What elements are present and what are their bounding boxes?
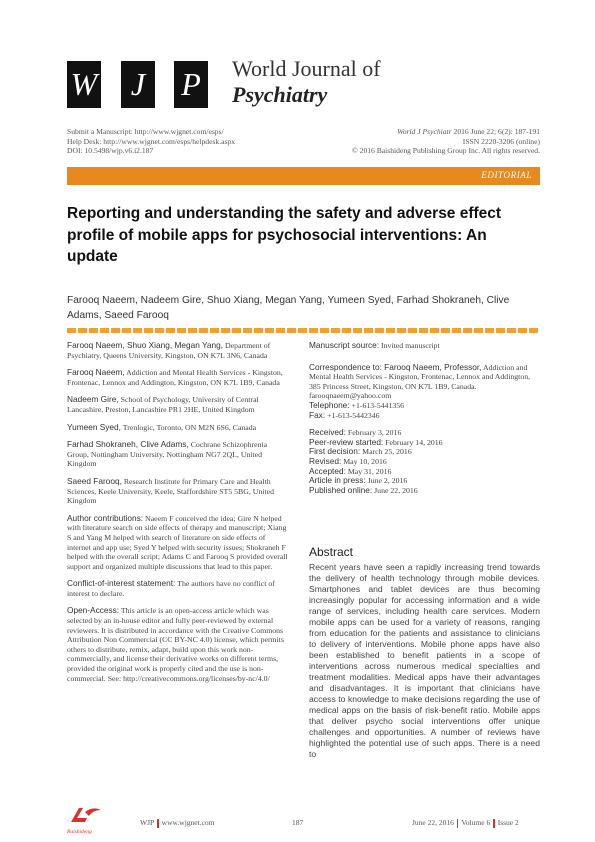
fax-value: +1-613-5442346 [325, 410, 380, 420]
help-desk-line: Help Desk: http://www.wjgnet.com/esps/helpdesk.aspx [67, 136, 236, 146]
affiliation-names: Saeed Farooq, [67, 475, 122, 486]
open-access-statement [67, 606, 289, 683]
dates-list [309, 428, 540, 495]
copyright-line: © 2016 Baishideng Publishing Group Inc. All rights reserved. [351, 146, 540, 155]
affiliation [67, 395, 289, 414]
issn-line: ISSN 2220-3206 (online) [462, 136, 540, 146]
affiliation-names: Farooq Naeem, Shuo Xiang, Megan Yang, [67, 340, 224, 350]
affiliation-text: School of Psychology, University of Central Lancashire, Preston, Lancashire PR1 2HE, United Kingdom [67, 395, 259, 414]
citation-journal: World J Psychiatr [397, 127, 452, 136]
date-value: February 14, 2016 [383, 437, 443, 447]
logo-letter-w: W [67, 61, 101, 108]
manuscript-source-text: Invited manuscript [379, 341, 440, 350]
date-value: May 31, 2016 [345, 466, 392, 476]
header-meta-left [67, 127, 307, 156]
footer-divider [157, 819, 159, 828]
contributions-label: Author contributions: [67, 512, 144, 523]
right-column [309, 341, 540, 495]
header-meta-right [300, 127, 540, 156]
footer-page-number: 187 [292, 818, 304, 827]
affiliation [67, 341, 289, 360]
citation-line [300, 127, 540, 137]
date-value: March 25, 2016 [360, 447, 412, 457]
conflict-text: The authors have no conflict of interest to declare. [67, 579, 275, 598]
contributions-text: Naeem F conceived the idea; Gire N helped with literature search on side effects of therapy and manuscript; Xiang S and Yang M helped with search of literature on side effects of internet and app use; Syed Y helped with security issues; Shokraneh F helped with the overall script; Adams C and Farooq S provided overall support and organized multiple discussions that lead to this paper. [67, 513, 288, 571]
footer-right [412, 818, 519, 828]
footer-volume: Volume 6 [461, 818, 491, 827]
journal-name-line1: World Journal of [232, 56, 381, 81]
abstract-heading: Abstract [309, 545, 354, 559]
correspondence-text: Addiction and Mental Health Services - Kingston, Frontenac, Lennox and Addington, 385 Princess Street, Kingston, ON K7L 1B9, Canada. farooqnaeem@yahoo.com [309, 362, 531, 401]
author-list: Farooq Naeem, Nadeem Gire, Shuo Xiang, Megan Yang, Yumeen Syed, Farhad Shokraneh, Clive Adams, Saeed Farooq [67, 295, 510, 321]
date-label: Published online: [309, 484, 373, 495]
date-label: Accepted: [309, 465, 346, 476]
date-label: Received: [309, 427, 346, 438]
affiliation-names: Farhad Shokraneh, Clive Adams, [67, 439, 189, 450]
section-label: EDITORIAL [481, 170, 532, 180]
affiliation-text: Department of Psychiatry, Queens University, Kingston, ON K7L 3N6, Canada [67, 341, 271, 360]
date-label: First decision: [309, 446, 361, 457]
conflict-statement [67, 579, 289, 598]
logo-letter-j: J [121, 61, 155, 108]
fax [309, 411, 540, 421]
date-value: June 22, 2016 [372, 485, 418, 495]
publisher-name: Baishideng [67, 829, 92, 835]
open-access-text: This article is an open-access article which was selected by an in-house editor and fully peer-reviewed by external reviewers. It is distributed in accordance with the Creative Commons Attribution Non Commercial (CC BY-NC 4.0) license, which permits others to distribute, remix, adapt, build upon this work non-commercially, and license their derivative works on different terms, provided the original work is properly cited and the use is non-commercial. See: http://creativecommons.org/licenses/by-nc/4.0/ [67, 606, 284, 683]
date-value: June 2, 2016 [365, 476, 408, 486]
date-value: February 3, 2016 [345, 428, 402, 438]
date-row [309, 447, 540, 457]
manuscript-source [309, 341, 540, 351]
correspondence-label: Correspondence to: [309, 361, 382, 372]
journal-name-line2: Psychiatry [232, 82, 328, 107]
affiliation-text: Trenlogic, Toronto, ON M2N 6S6, Canada [120, 422, 257, 432]
left-column [67, 341, 289, 691]
fax-label: Fax: [309, 409, 326, 420]
doi-line: DOI: 10.5498/wjp.v6.i2.187 [67, 146, 154, 155]
affiliation-text: Addiction and Mental Health Services - Kingston, Frontenac, Lennox and Addington, Kingston, ON K7L 1B9, Canada [67, 368, 283, 387]
submit-line: Submit a Manuscript: http://www.wjgnet.com/esps/ [67, 127, 224, 136]
abstract-text: Recent years have seen a rapidly increasing trend towards the delivery of health technology through mobile devices. Smartphones and tablet devices are thus becoming increasingly popular for accessing information and a wide range of services, including health care services. Modern mobile apps can be used for a variety of reasons, ranging from education for the patients and assistance to clinicians to delivery of interventions. Mobile phone apps have also been established to benefit patients in a scope of interventions across numerous medical specialties and treatment modalities. Medical apps have their advantages and disadvantages. It is important that clinicians have access to knowledge to make decisions regarding the use of medical apps on the basis of risk-benefit ratio. Mobile apps that deliver psycho social interventions offer unique challenges and opportunities. A number of reviews have highlighted the potential use of such apps. There is a need to [309, 562, 540, 759]
affiliation [67, 440, 289, 469]
affiliation-names: Nadeem Gire, [67, 394, 119, 405]
separator-bar [67, 328, 540, 333]
affiliation-names: Farooq Naeem, [67, 367, 125, 378]
date-label: Revised: [309, 455, 342, 466]
publisher-logo-icon [67, 806, 107, 824]
telephone-value: +1-613-5441356 [349, 400, 405, 410]
footer-date: June 22, 2016 [412, 818, 454, 827]
date-label: Article in press: [309, 475, 366, 486]
affiliation-text: Cochrane Schizophrenia Group, Nottingham University, Nottingham NG7 2QL, United Kingdom [67, 440, 268, 469]
conflict-label: Conflict-of-interest statement: [67, 578, 176, 589]
correspondence-name: Farooq Naeem, Professor, [381, 361, 482, 372]
affiliation [67, 368, 289, 387]
telephone-label: Telephone: [309, 399, 350, 410]
footer-url: www.wjgnet.com [161, 818, 215, 827]
affiliation-text: Research Institute for Primary Care and Health Sciences, Keele University, Keele, Staffordshire ST5 5BG, United Kingdom [67, 476, 274, 506]
article-title: Reporting and understanding the safety and adverse effect profile of mobile apps for psychosocial interventions: An update [67, 205, 502, 265]
date-value: May 10, 2016 [341, 456, 387, 466]
affiliation [67, 477, 289, 506]
affiliation-names: Yumeen Syed, [67, 421, 121, 432]
logo-letter-p: P [174, 61, 208, 108]
publisher-logo [67, 806, 107, 835]
citation-rest: 2016 June 22; 6(2): 187-191 [451, 127, 540, 136]
manuscript-source-label: Manuscript source: [309, 340, 380, 350]
telephone [309, 401, 540, 411]
section-bar [67, 167, 540, 185]
footer-divider [493, 819, 495, 828]
open-access-label: Open-Access: [67, 605, 120, 616]
date-row [309, 486, 540, 496]
footer-divider [457, 819, 459, 828]
author-contributions [67, 514, 289, 572]
correspondence [309, 363, 540, 401]
footer-issue: Issue 2 [497, 818, 519, 827]
footer-left [140, 818, 215, 828]
date-label: Peer-review started: [309, 436, 384, 447]
footer-journal: WJP [140, 818, 155, 827]
affiliation [67, 423, 289, 433]
